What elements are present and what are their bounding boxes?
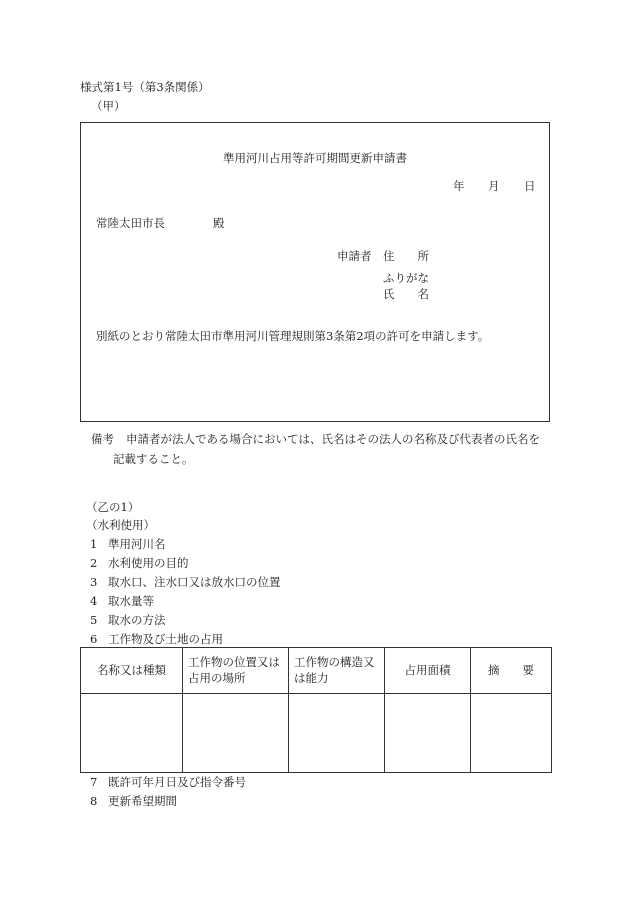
form-title: 準用河川占用等許可期間更新申請書 [223, 151, 407, 165]
item-text: 取水の方法 [108, 613, 166, 627]
item-text: 取水量等 [108, 594, 154, 608]
table-cell[interactable] [471, 694, 552, 773]
item-number: 1 [90, 537, 98, 551]
honorific: 殿 [213, 216, 225, 230]
table-header-row [81, 648, 552, 694]
item-list-after [90, 775, 246, 813]
item-text: 取水口、注水口又は放水口の位置 [108, 575, 281, 589]
header-area: 占用面積 [385, 648, 471, 694]
table-cell[interactable] [289, 694, 385, 773]
application-body-text: 別紙のとおり常陸太田市準用河川管理規則第3条第2項の許可を申請します。 [96, 329, 490, 343]
item-list [90, 537, 281, 651]
header-location: 工作物の位置又は占用の場所 [183, 648, 289, 694]
item-number: 7 [90, 775, 98, 789]
item-number: 5 [90, 613, 98, 627]
list-item [90, 594, 281, 613]
table-row [81, 694, 552, 773]
header-structure: 工作物の構造又は能力 [289, 648, 385, 694]
remarks-line-1: 申請者が法人である場合においては、氏名はその法人の名称及び代表者の氏名を [126, 432, 540, 446]
item-text: 工作物及び土地の占用 [108, 632, 223, 646]
list-item [90, 794, 246, 813]
list-item [90, 775, 246, 794]
item-text: 準用河川名 [108, 537, 166, 551]
form-number: 様式第1号（第3条関係） [80, 80, 210, 94]
item-number: 8 [90, 794, 98, 808]
applicant-label: 申請者 [337, 249, 372, 263]
remarks-label: 備考 [91, 432, 114, 446]
section-otsu: （乙の1） [86, 500, 140, 514]
remarks-line-2: 記載すること。 [113, 452, 194, 466]
list-item [90, 575, 281, 594]
table-cell[interactable] [81, 694, 183, 773]
date-month-label: 月 [488, 179, 500, 193]
item-text: 更新希望期間 [108, 794, 177, 808]
item-text: 既許可年月日及び指令番号 [108, 775, 246, 789]
item-number: 2 [90, 556, 98, 570]
table-cell[interactable] [183, 694, 289, 773]
address-label: 住 所 [383, 249, 429, 263]
header-name-type: 名称又は種類 [81, 648, 183, 694]
date-year-label: 年 [453, 179, 465, 193]
furigana-label: ふりがな [383, 271, 429, 285]
item-number: 3 [90, 575, 98, 589]
header-summary: 摘 要 [471, 648, 552, 694]
list-item [90, 613, 281, 632]
date-day-label: 日 [524, 179, 536, 193]
section-kou: （甲） [91, 99, 126, 113]
addressee: 常陸太田市長 [96, 216, 165, 230]
water-use-subtitle: （水利使用） [86, 518, 155, 532]
item-number: 4 [90, 594, 98, 608]
table-cell[interactable] [385, 694, 471, 773]
application-form-box [80, 122, 550, 422]
item-text: 水利使用の目的 [108, 556, 189, 570]
list-item [90, 537, 281, 556]
item-number: 6 [90, 632, 98, 646]
name-label: 氏 名 [383, 287, 429, 301]
occupancy-table [80, 647, 552, 773]
list-item [90, 556, 281, 575]
